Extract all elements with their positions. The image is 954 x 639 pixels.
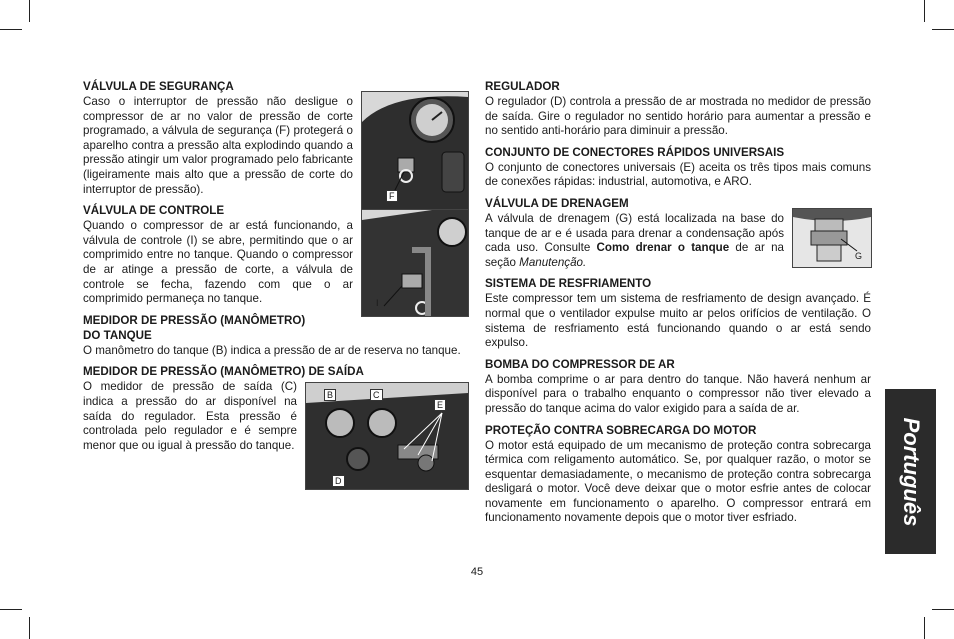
page-number: 45 bbox=[470, 566, 484, 578]
section-pump bbox=[485, 358, 871, 417]
section-text: Quando o compressor de ar está funcionando, a válvula de controle (I) se abre, permitindo que o ar comprimido entre no tanque. Quando o compressor de ar atinge a pressão de corte, a válvula de controle se fecha, fazendo com que o ar comprimido permaneça no tanque. bbox=[83, 219, 353, 306]
section-text: O manômetro do tanque (B) indica a pressão de ar de reserva no tanque. bbox=[83, 343, 461, 357]
figure-drain-valve bbox=[792, 208, 872, 268]
figure-label-e: E bbox=[434, 399, 446, 411]
section-text: Caso o interruptor de pressão não desligue o compressor de ar no valor de pressão de corte programado, a válvula de segurança (F) protegerá o aparelho contra a pressão alta explodindo quando a pressão atingir um valor programado pelo fabricante (ligeiramente mais alto que a pressão de corte do interruptor de pressão). bbox=[83, 95, 353, 196]
crop-mark bbox=[932, 609, 954, 610]
language-tab bbox=[885, 389, 936, 554]
figure-label-i: I bbox=[376, 298, 379, 309]
left-column bbox=[83, 80, 468, 490]
section-title: REGULADOR bbox=[485, 80, 560, 93]
figure-label-c: C bbox=[370, 389, 383, 401]
section-title: MEDIDOR DE PRESSÃO (MANÔMETRO) bbox=[83, 313, 306, 327]
section-text: O conjunto de conectores universais (E) aceita os três tipos mais comuns de conexões rápidas: industrial, automotiva, e ARO. bbox=[485, 160, 871, 189]
section-regulator bbox=[485, 80, 871, 139]
figure-label-g: G bbox=[855, 250, 863, 261]
section-text: A bomba comprime o ar para dentro do tanque. Não haverá nenhum ar disponível para o trabalho enquanto o compressor não tiver elevado a pressão do tanque acima do valor exigido para a saída de ar. bbox=[485, 372, 871, 415]
manual-reference: Como drenar o tanque bbox=[596, 241, 730, 255]
section-text: Este compressor tem um sistema de resfriamento de design avançado. É normal que o ventilador expulse muito ar pelos orifícios de ventilação. O sistema de resfriamento está funcionando quando o ar está sendo expulso. bbox=[485, 292, 871, 350]
figure-label-b: B bbox=[324, 389, 336, 401]
crop-mark bbox=[0, 609, 22, 610]
figure-safety-valve bbox=[361, 91, 469, 211]
section-title: VÁLVULA DE CONTROLE bbox=[83, 204, 225, 218]
text-part: A válvula de drenagem (G) está localizada na base do tanque de ar e é usada para drenar a condensação após cada uso. Consulte bbox=[485, 211, 784, 255]
section-safety-valve bbox=[83, 80, 468, 201]
crop-mark bbox=[0, 29, 22, 30]
section-drain-valve bbox=[485, 197, 871, 270]
crop-mark bbox=[29, 0, 30, 22]
section-title: VÁLVULA DE DRENAGEM bbox=[485, 196, 629, 210]
crop-mark bbox=[924, 0, 925, 22]
language-tab-label: Português bbox=[898, 417, 924, 526]
compressor-illustration bbox=[362, 92, 468, 210]
section-cooling bbox=[485, 277, 871, 350]
manual-section-reference: Manutenção. bbox=[519, 255, 587, 269]
figure-label-f: F bbox=[386, 190, 398, 202]
section-text: O motor está equipado de um mecanismo de proteção contra sobrecarga térmica com religamento automático. Se, por qualquer razão, o motor se esquentar demasiadamente, o mecanismo de proteção contra sobrecarga desligará o motor. Você deve deixar que o motor esfrie antes de colocar novamente em funcionamento o aparelho. O compressor entrará em funcionamento novamente depois que o motor tiver esfriado. bbox=[485, 438, 871, 525]
figure-label-d: D bbox=[332, 475, 345, 487]
figure-gauges-regulator bbox=[305, 382, 469, 490]
crop-mark bbox=[932, 29, 954, 30]
section-tank-gauge bbox=[83, 314, 468, 359]
right-column bbox=[485, 80, 871, 533]
section-overload bbox=[485, 424, 871, 527]
section-title: PROTEÇÃO CONTRA SOBRECARGA DO MOTOR bbox=[485, 423, 757, 437]
section-title: DO TANQUE bbox=[83, 328, 152, 342]
section-text: O medidor de pressão de saída (C) indica a pressão do ar disponível na saída do regulador. Esta pressão é controlada pelo regulador e é sempre menor que ou igual à pressão do tanque. bbox=[83, 380, 297, 452]
section-title: BOMBA DO COMPRESSOR DE AR bbox=[485, 357, 675, 371]
section-text: O regulador (D) controla a pressão de ar mostrada no medidor de pressão de saída. Gire o regulador no sentido horário para aumentar a pressão e no sentido anti-horário para diminuir a pressão. bbox=[485, 95, 871, 138]
section-title: SISTEMA DE RESFRIAMENTO bbox=[485, 277, 652, 291]
section-check-valve bbox=[83, 204, 468, 307]
crop-mark bbox=[924, 617, 925, 639]
crop-mark bbox=[29, 617, 30, 639]
text-part: de ar na seção bbox=[485, 241, 784, 269]
figure-check-valve bbox=[361, 209, 469, 317]
section-title: MEDIDOR DE PRESSÃO (MANÔMETRO) DE SAÍDA bbox=[83, 365, 364, 379]
section-title: VÁLVULA DE SEGURANÇA bbox=[83, 80, 234, 93]
section-outlet-gauge bbox=[83, 365, 468, 487]
section-couplers bbox=[485, 146, 871, 190]
section-title: CONJUNTO DE CONECTORES RÁPIDOS UNIVERSAIS bbox=[485, 145, 785, 159]
